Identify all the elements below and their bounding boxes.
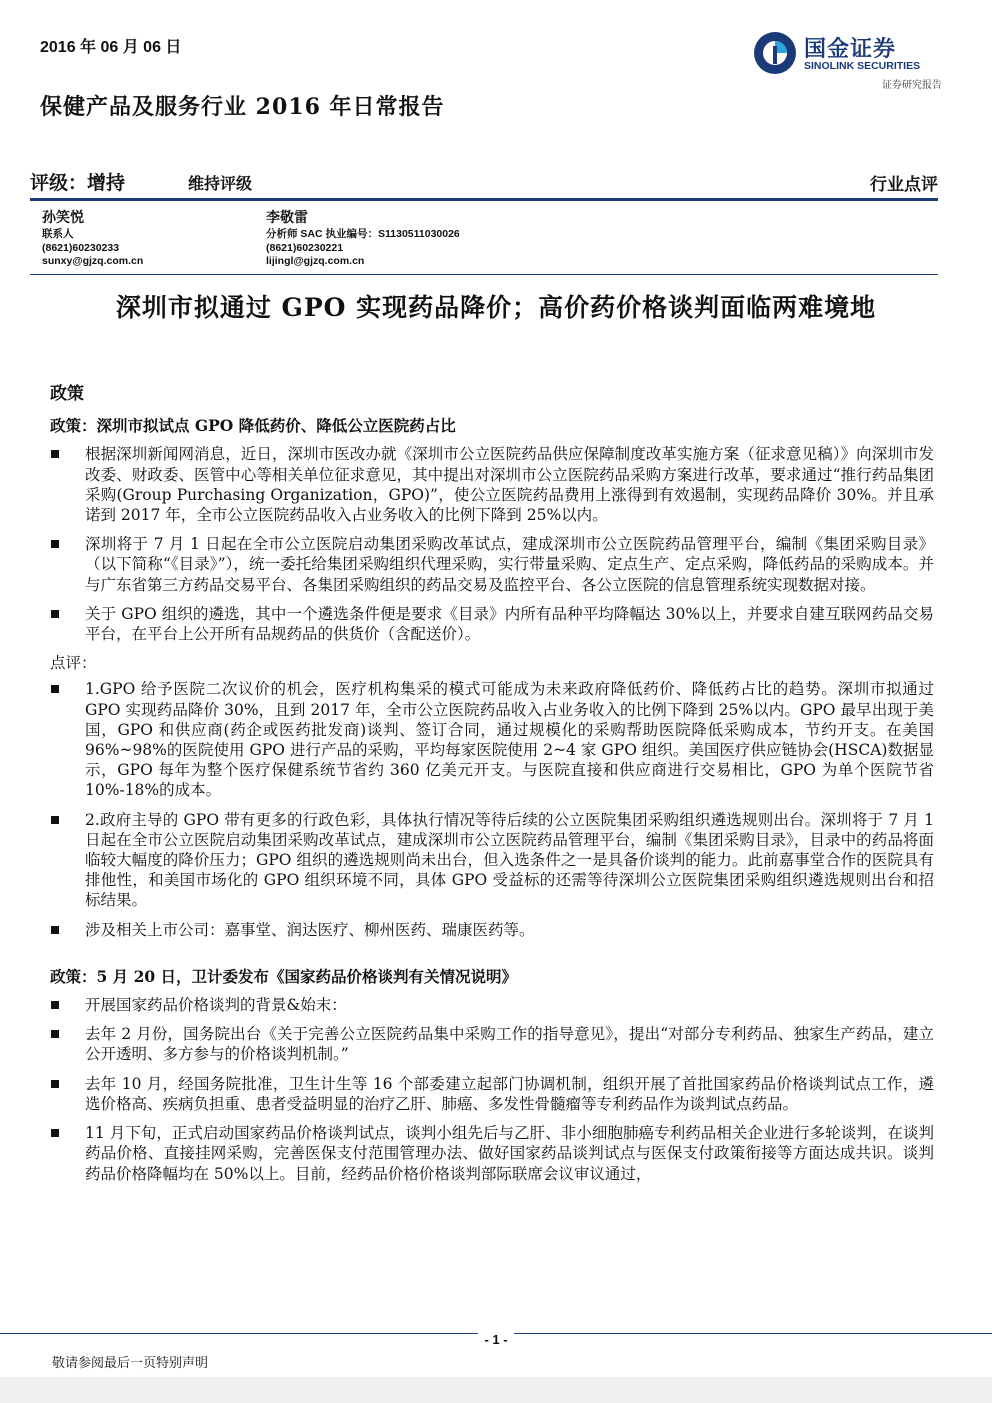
bullet-square-icon (51, 610, 59, 618)
bullet-square-icon (51, 685, 59, 693)
list-item: 涉及相关上市公司：嘉事堂、润达医疗、柳州医药、瑞康医药等。 (50, 920, 934, 940)
analyst-email[interactable]: sunxy@gjzq.com.cn (42, 255, 144, 267)
sinolink-logo-icon (752, 30, 798, 76)
bullet-square-icon (51, 926, 59, 934)
bullet-square-icon (51, 1001, 59, 1009)
rating-label: 评级：增持 (30, 172, 126, 194)
bullet-square-icon (51, 540, 59, 548)
section-heading: 政策 (50, 384, 84, 404)
disclaimer-note: 敬请参阅最后一页特别声明 (52, 1356, 209, 1371)
analyst-name: 孙笑悦 (42, 210, 84, 226)
list-item: 开展国家药品价格谈判的背景&始末： (50, 995, 934, 1015)
analyst-phone: (8621)60230233 (42, 241, 120, 254)
report-body (50, 380, 934, 1193)
policy-title: 政策：深圳市拟试点 GPO 降低药价、降低公立医院药占比 (50, 416, 456, 436)
comment-label: 点评： (50, 654, 97, 673)
bullet-square-icon (51, 1030, 59, 1038)
analyst-block (266, 208, 460, 269)
list-item: 11 月下旬，正式启动国家药品价格谈判试点，谈判小组先后与乙肝、非小细胞肺癌专利药品相关企业进行多轮谈判，在谈判药品价格、直接挂网采购，完善医保支付范围管理办法、做好国家药品谈判试点与医保支付政策衔接等方面达成共识。谈判药品价格降幅均在 50%以上。目前，经药品价格价格谈判部际联席会议审议通过， (50, 1123, 934, 1184)
bullet-square-icon (51, 450, 59, 458)
bullet-square-icon (51, 816, 59, 824)
rating-bar (30, 168, 938, 194)
policy-title: 政策：5 月 20 日，卫计委发布《国家药品价格谈判有关情况说明》 (50, 966, 518, 986)
main-title: 深圳市拟通过 GPO 实现药品降价；高价药价格谈判面临两难境地 (115, 293, 877, 322)
list-item: 去年 10 月，经国务院批准，卫生计生等 16 个部委建立起部门协调机制，组织开展了首批国家药品价格谈判试点工作，遴选价格高、疾病负担重、患者受益明显的治疗乙肝、肺癌、多发性骨髓瘤等专利药品作为谈判试点药品。 (50, 1074, 934, 1114)
analyst-role: 分析师 SAC 执业编号：S1130511030026 (266, 228, 460, 240)
list-item: 2.政府主导的 GPO 带有更多的行政色彩，具体执行情况等待后续的公立医院集团采购组织遴选规则出台。深圳将于 7 月 1 日起在全市公立医院启动集团采购改革试点，建成深圳市公立医院药品管理平台，编制《集团采购目录》，目录中的药品将面临较大幅度的降价压力；GPO 组织的遴选规则尚未出台，但入选条件之一是具备价谈判的能力。此前嘉事堂合作的医院具有排他性，和美国市场化的 GPO 组织环境不同，具体 GPO 受益标的还需等待深圳公立医院集团采购组织遴选规则出台和招标结果。 (50, 810, 934, 911)
bottom-band (0, 1377, 992, 1403)
list-item: 深圳将于 7 月 1 日起在全市公立医院启动集团采购改革试点，建成深圳市公立医院药品管理平台，编制《集团采购目录》（以下简称“《目录》”），统一委托给集团采购组织代理采购，实行带量采购、定点生产、定点采购，降低药品的采购成本。并与广东省第三方药品交易平台、各集团采购组织的药品交易及监控平台、各公立医院的信息管理系统实现数据对接。 (50, 534, 934, 595)
logo-english-name: SINOLINK SECURITIES (804, 60, 921, 72)
list-item: 去年 2 月份，国务院出台《关于完善公立医院药品集中采购工作的指导意见》，提出“对部分专利药品、独家生产药品，建立公开透明、多方参与的价格谈判机制。” (50, 1024, 934, 1064)
bullet-square-icon (51, 1129, 59, 1137)
company-logo (752, 30, 942, 90)
list-item: 根据深圳新闻网消息，近日，深圳市医改办就《深圳市公立医院药品供应保障制度改革实施方案（征求意见稿）》向深圳市发改委、财政委、医管中心等相关单位征求意见，其中提出对深圳市公立医院药品采购方案进行改革，要求通过“推行药品集团采购(Group Purchasing Organization，GPO)”，使公立医院药品费用上涨得到有效遏制，实现药品降价 30%。并且承诺到 2017 年，全市公立医院药品收入占业务收入的比例下降到 25%以内。 (50, 444, 934, 525)
report-title: 保健产品及服务行业 2016 年日常报告 (40, 94, 445, 120)
logo-chinese-name: 国金证券 (804, 37, 897, 62)
report-type: 行业点评 (870, 175, 938, 195)
rating-maintain: 维持评级 (188, 174, 253, 193)
analyst-role: 联系人 (42, 228, 74, 240)
logo-subtitle: 证券研究报告 (882, 80, 942, 91)
analyst-block (42, 208, 143, 269)
report-date: 2016 年 06 月 06 日 (40, 39, 182, 56)
analyst-email[interactable]: lijingl@gjzq.com.cn (266, 255, 365, 267)
list-item: 1.GPO 给予医院二次议价的机会，医疗机构集采的模式可能成为未来政府降低药价、降低药占比的趋势。深圳市拟通过 GPO 实现药品降价 30%，且到 2017 年，全市公立医院药品收入占业务收入的比例下降到 25%以内。GPO 最早出现于美国，GPO 和供应商(药企或医药批发商)谈判、签订合同，通过规模化的采购帮助医院降低采购成本，节约开支。在美国 96%~98%的医院使用 GPO 进行产品的采购，平均每家医院使用 2~4 家 GPO 组织。美国医疗供应链协会(HSCA)数据显示，GPO 每年为整个医疗保健系统节省约 360 亿美元开支。与医院直接和供应商进行交易相比，GPO 为单个医院节省 10%-18%的成本。 (50, 679, 934, 800)
page-number: - 1 - (0, 1333, 992, 1348)
analyst-divider (30, 274, 938, 275)
header-divider (30, 198, 938, 201)
analyst-phone: (8621)60230221 (266, 241, 344, 254)
analyst-name: 李敬雷 (266, 210, 308, 226)
list-item: 关于 GPO 组织的遴选，其中一个遴选条件便是要求《目录》内所有品种平均降幅达 30%以上，并要求自建互联网药品交易平台，在平台上公开所有品规药品的供货价（含配送价）。 (50, 604, 934, 644)
bullet-square-icon (51, 1080, 59, 1088)
